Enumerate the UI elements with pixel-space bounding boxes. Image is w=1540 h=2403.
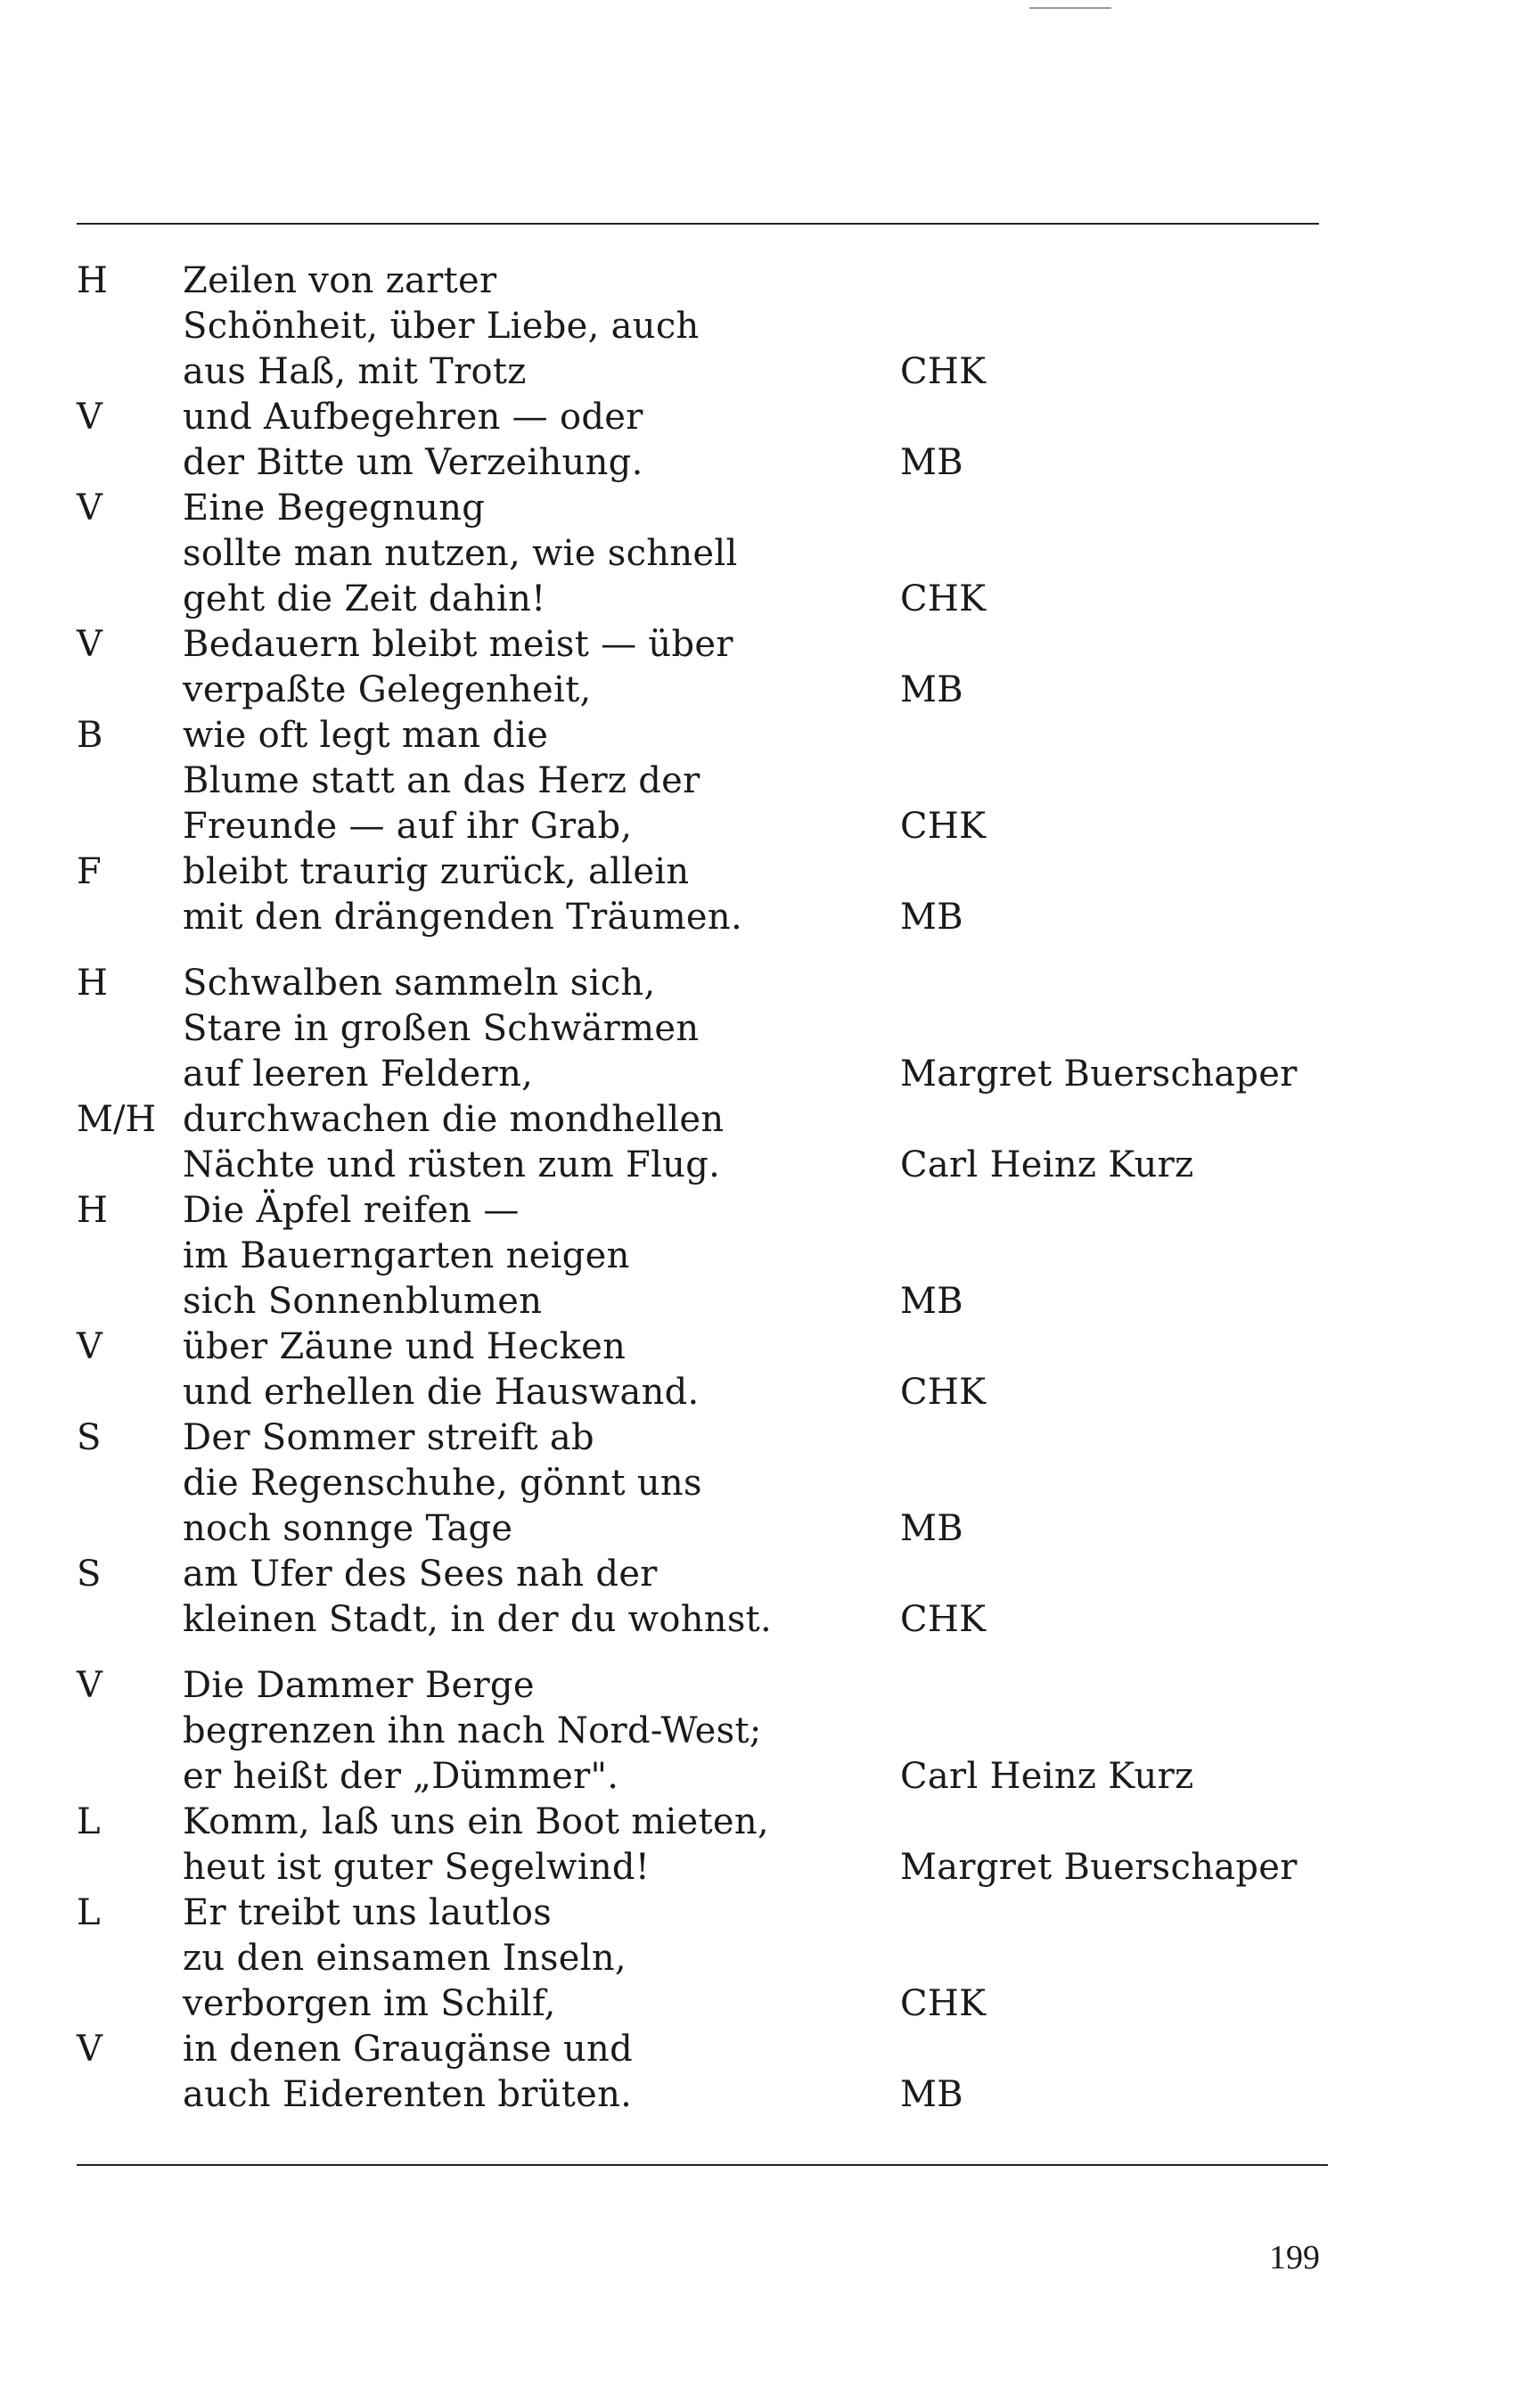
bottom-rule [77,2164,1328,2166]
verse-text: über Zäune und Hecken [183,1326,627,1367]
verse-line [0,531,1540,577]
verse-text: Komm, laß uns ein Boot mieten, [183,1801,769,1842]
verse-line [0,258,1540,304]
verse-text: Blume statt an das Herz der [183,760,700,801]
speaker-label: V [77,2029,102,2070]
author-attribution: Carl Heinz Kurz [900,1144,1194,1185]
verse-line [0,1597,1540,1643]
author-attribution: Margret Buerschaper [900,1054,1298,1095]
speaker-label: S [77,1417,102,1458]
verse-text: sollte man nutzen, wie schnell [183,533,738,574]
verse-text: Nächte und rüsten zum Flug. [183,1144,721,1185]
verse-line [0,895,1540,940]
verse-text: auf leeren Feldern, [183,1054,534,1095]
verse-text: Stare in großen Schwärmen [183,1008,700,1049]
author-attribution: MB [900,1281,963,1322]
verse-text: durchwachen die mondhellen [183,1099,725,1140]
author-attribution: CHK [900,1983,987,2024]
verse-text: und erhellen die Hauswand. [183,1372,700,1413]
verse-line [0,1552,1540,1597]
speaker-label: V [77,1665,102,1706]
speaker-label: F [77,851,102,892]
author-attribution: MB [900,669,963,710]
stanza [0,961,1540,1643]
verse-line [0,713,1540,759]
author-attribution: MB [900,2074,963,2115]
verse-text: am Ufer des Sees nah der [183,1554,658,1595]
stanza [0,258,1540,940]
verse-line [0,622,1540,668]
verse-text: begrenzen ihn nach Nord-West; [183,1710,762,1751]
verse-text: Er treibt uns lautlos [183,1892,553,1933]
speaker-label: V [77,624,102,665]
speaker-label: H [77,260,108,301]
verse-line [0,2072,1540,2118]
verse-line [0,486,1540,531]
verse-text: auch Eiderenten brüten. [183,2074,633,2115]
verse-line [0,1800,1540,1845]
verse-line [0,440,1540,486]
author-attribution: CHK [900,351,987,392]
verse-line [0,1188,1540,1234]
verse-text: Die Dammer Berge [183,1665,535,1706]
verse-text: Eine Begegnung [183,488,486,529]
author-attribution: CHK [900,1372,987,1413]
stanza [0,1663,1540,2118]
verse-text: Der Sommer streift ab [183,1417,594,1458]
author-attribution: MB [900,897,963,938]
verse-line [0,1370,1540,1415]
verse-line [0,1890,1540,1936]
verse-line [0,395,1540,440]
top-rule [77,223,1319,225]
scan-mark [1029,7,1111,9]
speaker-label: S [77,1554,102,1595]
verse-line [0,1143,1540,1188]
verse-line [0,1234,1540,1279]
speaker-label: V [77,1326,102,1367]
verse-text: wie oft legt man die [183,715,549,756]
author-attribution: Carl Heinz Kurz [900,1756,1194,1797]
page-number: 199 [1269,2239,1320,2276]
verse-text: kleinen Stadt, in der du wohnst. [183,1599,773,1640]
verse-line [0,1754,1540,1800]
verse-line [0,1981,1540,2027]
verse-line [0,668,1540,713]
verse-text: und Aufbegehren — oder [183,397,643,438]
author-attribution: CHK [900,806,987,847]
verse-text: der Bitte um Verzeihung. [183,442,643,483]
verse-text: noch sonnge Tage [183,1508,513,1549]
speaker-label: M/H [77,1099,157,1140]
verse-text: Freunde — auf ihr Grab, [183,806,633,847]
verse-line [0,1845,1540,1890]
verse-line [0,759,1540,804]
verse-text: im Bauerngarten neigen [183,1235,630,1276]
verse-line [0,1415,1540,1461]
speaker-label: L [77,1892,101,1933]
verse-text: verpaßte Gelegenheit, [183,669,592,710]
verse-text: verborgen im Schilf, [183,1983,556,2024]
verse-line [0,1279,1540,1325]
verse-line [0,1325,1540,1370]
verse-line [0,1461,1540,1506]
verse-text: aus Haß, mit Trotz [183,351,527,392]
verse-line [0,849,1540,895]
verse-text: bleibt traurig zurück, allein [183,851,690,892]
verse-line [0,804,1540,849]
verse-line [0,1709,1540,1754]
verse-text: in denen Graugänse und [183,2029,633,2070]
verse-line [0,1663,1540,1709]
verse-line [0,304,1540,349]
verse-text: die Regenschuhe, gönnt uns [183,1463,702,1504]
speaker-label: B [77,715,103,756]
verse-text: heut ist guter Segelwind! [183,1847,651,1888]
verse-line [0,961,1540,1006]
verse-text: Schönheit, über Liebe, auch [183,306,700,347]
verse-line [0,1936,1540,1981]
speaker-label: V [77,397,102,438]
verse-text: Schwalben sammeln sich, [183,963,656,1004]
verse-text: er heißt der „Dümmer". [183,1756,619,1797]
verse-line [0,349,1540,395]
verse-line [0,1097,1540,1143]
verse-text: sich Sonnenblumen [183,1281,543,1322]
verse-line [0,1052,1540,1097]
speaker-label: V [77,488,102,529]
verse-text: Bedauern bleibt meist — über [183,624,733,665]
verse-line [0,1506,1540,1552]
author-attribution: Margret Buerschaper [900,1847,1298,1888]
verse-text: Die Äpfel reifen — [183,1190,520,1231]
author-attribution: CHK [900,1599,987,1640]
verse-line [0,2027,1540,2072]
author-attribution: MB [900,442,963,483]
verse-text: geht die Zeit dahin! [183,578,546,619]
speaker-label: H [77,963,108,1004]
verse-text: mit den drängenden Träumen. [183,897,742,938]
author-attribution: CHK [900,578,987,619]
verse-line [0,1006,1540,1052]
verse-text: zu den einsamen Inseln, [183,1938,627,1979]
verse-line [0,577,1540,622]
author-attribution: MB [900,1508,963,1549]
verse-text: Zeilen von zarter [183,260,497,301]
speaker-label: H [77,1190,108,1231]
speaker-label: L [77,1801,101,1842]
